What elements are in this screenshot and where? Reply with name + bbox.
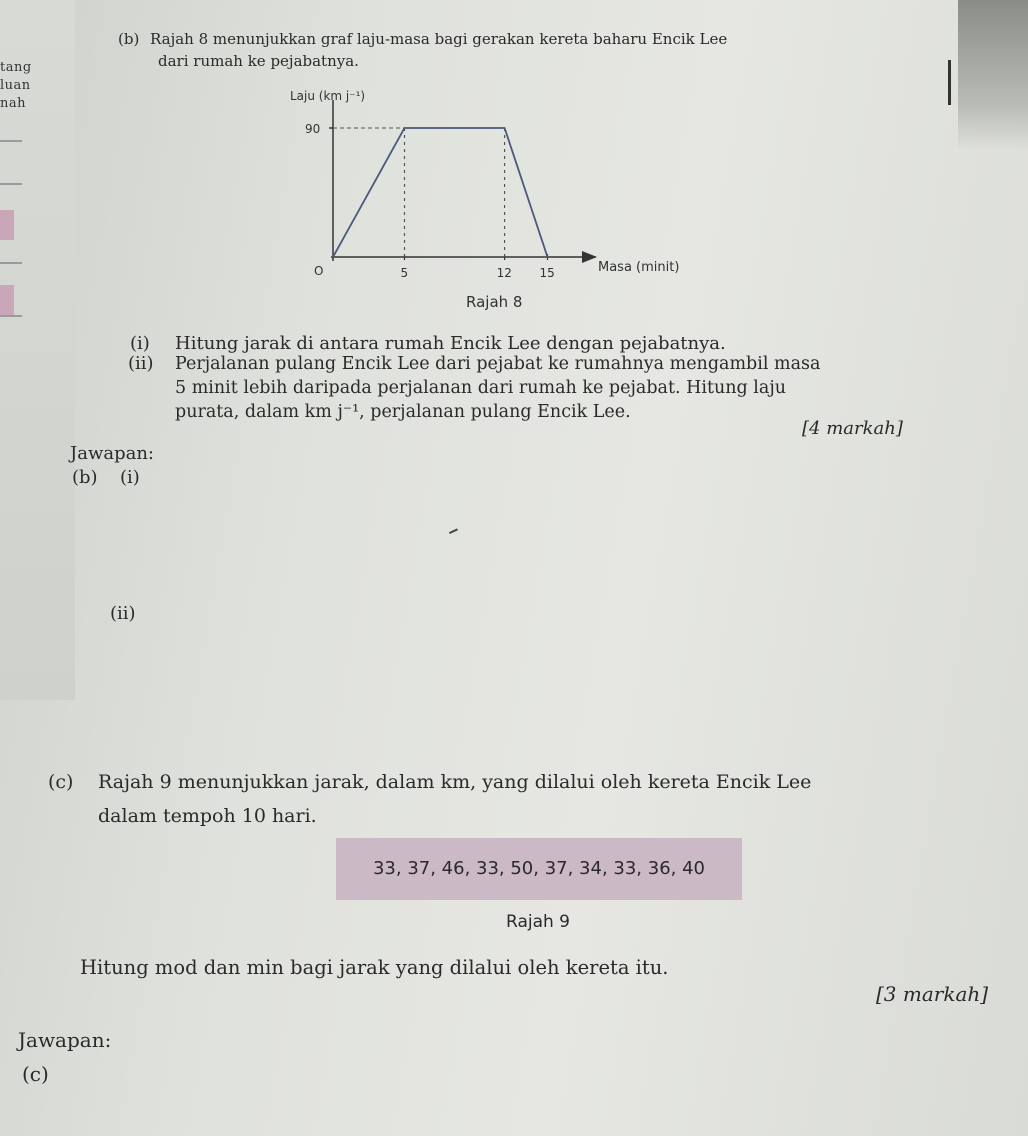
chart-title: Rajah 8 <box>466 293 523 311</box>
data-point <box>547 256 549 258</box>
x-tick-label: 15 <box>539 266 555 280</box>
q-ii-line3: purata, dalam km j⁻¹, perjalanan pulang Encik Lee. <box>175 402 631 422</box>
x-tick-label: 12 <box>496 266 512 280</box>
q-i-text: Hitung jarak di antara rumah Encik Lee dengan pejabatnya. <box>175 333 726 354</box>
data-point <box>404 127 406 129</box>
part-c-line2: dalam tempoh 10 hari. <box>98 805 317 827</box>
q-ii-line1: Perjalanan pulang Encik Lee dari pejabat ke rumahnya mengambil masa <box>175 354 821 374</box>
data-point <box>332 256 334 258</box>
figure-9-caption: Rajah 9 <box>506 912 570 932</box>
cutoff-word: nah <box>0 96 26 111</box>
distance-data-values: 33, 37, 46, 33, 50, 37, 34, 33, 36, 40 <box>372 858 706 879</box>
x-tick-label: 5 <box>400 266 409 280</box>
part-c-label: (c) <box>48 771 74 793</box>
part-c-line1: Rajah 9 menunjukkan jarak, dalam km, yang dilalui oleh kereta Encik Lee <box>98 771 812 793</box>
cutoff-word: luan <box>0 78 31 93</box>
data-point <box>504 127 506 129</box>
distance-data-box <box>336 838 742 900</box>
answer-b-ii-label: (ii) <box>110 603 136 624</box>
answer-label-b: Jawapan: <box>70 443 154 464</box>
pencil-mark <box>449 528 460 538</box>
y-axis-label: Laju (km j⁻¹) <box>290 89 366 103</box>
q-ii-label: (ii) <box>128 353 154 374</box>
part-c-question: Hitung mod dan min bagi jarak yang dilalui oleh kereta itu. <box>80 956 669 979</box>
chart-plot-area <box>305 100 596 280</box>
part-b-intro-line2: dari rumah ke pejabatnya. <box>158 52 359 70</box>
part-b-intro-line1: Rajah 8 menunjukkan graf laju-masa bagi gerakan kereta baharu Encik Lee <box>150 30 728 48</box>
q-ii-line2: 5 minit lebih daripada perjalanan dari rumah ke pejabat. Hitung laju <box>175 378 787 398</box>
part-b-label: (b) <box>118 30 140 48</box>
answer-label-c: Jawapan: <box>18 1028 112 1052</box>
speed-time-graph <box>0 0 1028 330</box>
marks-b: [4 markah] <box>802 418 903 439</box>
y-tick-label: 90 <box>305 122 321 136</box>
speed-line <box>333 128 548 257</box>
q-i-label: (i) <box>130 333 150 354</box>
answer-c-label: (c) <box>22 1062 49 1086</box>
cutoff-word: tang <box>0 60 32 75</box>
answer-b-i-label: (i) <box>120 467 140 488</box>
answer-b-label: (b) <box>72 467 98 488</box>
origin-label: O <box>314 264 324 278</box>
x-axis-label: Masa (minit) <box>598 260 680 275</box>
marks-c: [3 markah] <box>876 982 989 1006</box>
